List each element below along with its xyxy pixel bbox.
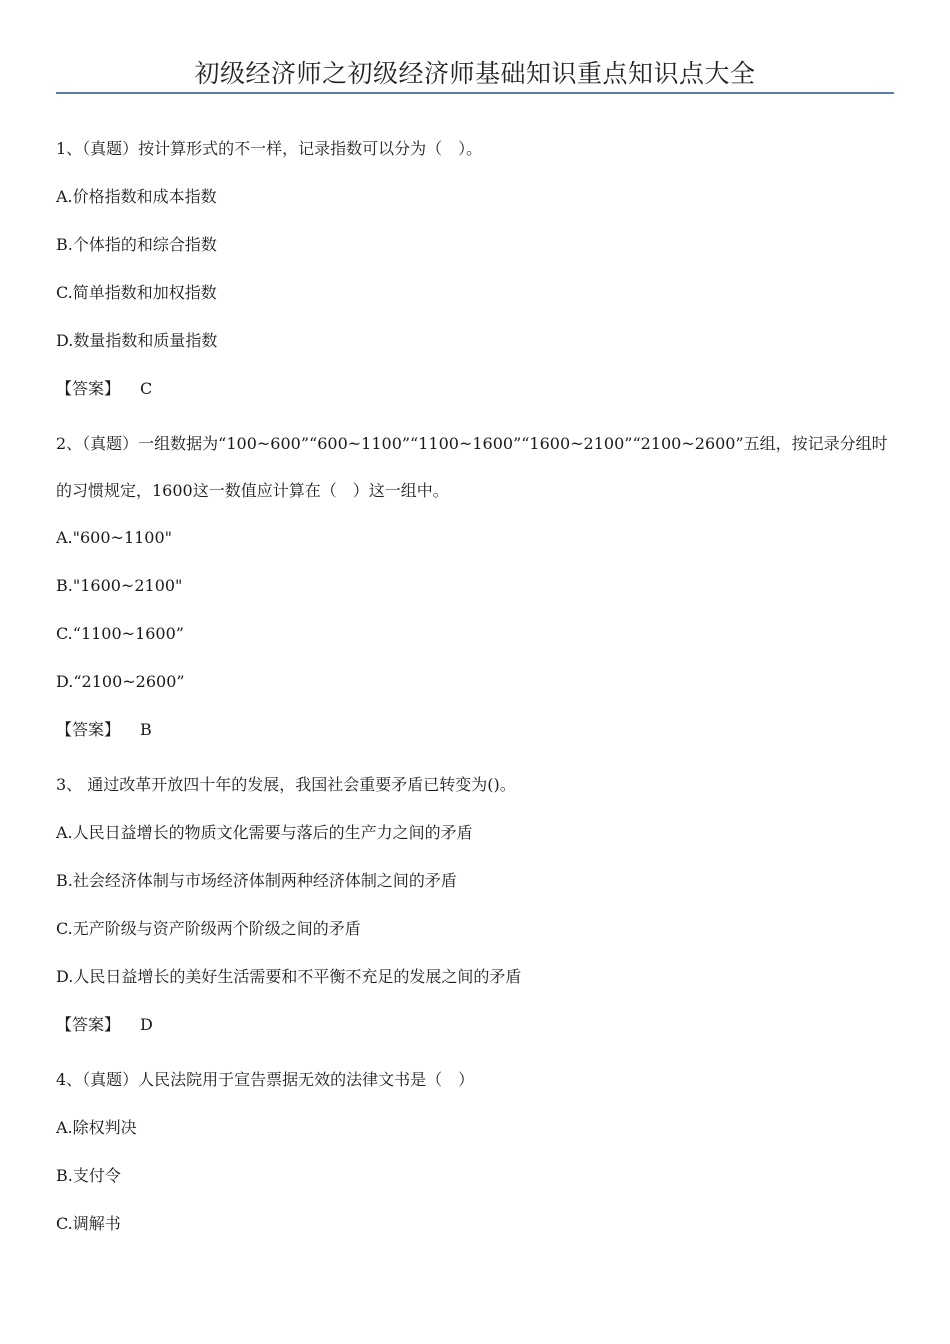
- option-b: B.个体指的和综合指数: [56, 235, 217, 254]
- question-3: [56, 773, 894, 1037]
- option-d: D.“2100~2600”: [56, 672, 185, 691]
- title-underline: [56, 92, 894, 94]
- answer-value: C: [140, 379, 153, 398]
- option-c: C.“1100~1600”: [56, 624, 184, 643]
- question-stem: 3、 通过改革开放四十年的发展，我国社会重要矛盾已转变为()。: [56, 775, 516, 794]
- answer-value: D: [140, 1015, 153, 1034]
- question-stem: 4、（真题）人民法院用于宣告票据无效的法律文书是（ ）: [56, 1070, 475, 1089]
- question-2: [56, 420, 894, 742]
- answer-label: 【答案】: [56, 1015, 121, 1034]
- option-a: A.人民日益增长的物质文化需要与落后的生产力之间的矛盾: [56, 823, 473, 842]
- answer-row: [56, 718, 894, 742]
- option-a: A.价格指数和成本指数: [56, 187, 217, 206]
- answer-label: 【答案】: [56, 379, 121, 398]
- option-b: B.社会经济体制与市场经济体制两种经济体制之间的矛盾: [56, 871, 457, 890]
- option-c: C.无产阶级与资产阶级两个阶级之间的矛盾: [56, 919, 361, 938]
- question-stem: 1、（真题）按计算形式的不一样，记录指数可以分为（ ）。: [56, 139, 483, 158]
- option-a: A.除权判决: [56, 1118, 137, 1137]
- option-c: C.调解书: [56, 1214, 121, 1233]
- answer-label: 【答案】: [56, 720, 121, 739]
- option-d: D.人民日益增长的美好生活需要和不平衡不充足的发展之间的矛盾: [56, 967, 522, 986]
- question-1: [56, 137, 894, 401]
- question-stem: 2、（真题）一组数据为“100~600”“600~1100”“1100~1600”“1600~2100”“2100~2600”五组，按记录分组时的习惯规定，1600这一数值应计算在（ ）这一组中。: [56, 434, 888, 500]
- question-list: [56, 137, 894, 1260]
- answer-row: [56, 377, 894, 401]
- document-title: 初级经济师之初级经济师基础知识重点知识点大全: [194, 59, 756, 88]
- answer-value: B: [140, 720, 152, 739]
- option-a: A."600~1100": [56, 528, 173, 547]
- option-c: C.简单指数和加权指数: [56, 283, 217, 302]
- option-d: D.数量指数和质量指数: [56, 331, 218, 350]
- answer-row: [56, 1013, 894, 1037]
- option-b: B.支付令: [56, 1166, 121, 1185]
- question-4: [56, 1068, 894, 1236]
- option-b: B."1600~2100": [56, 576, 183, 595]
